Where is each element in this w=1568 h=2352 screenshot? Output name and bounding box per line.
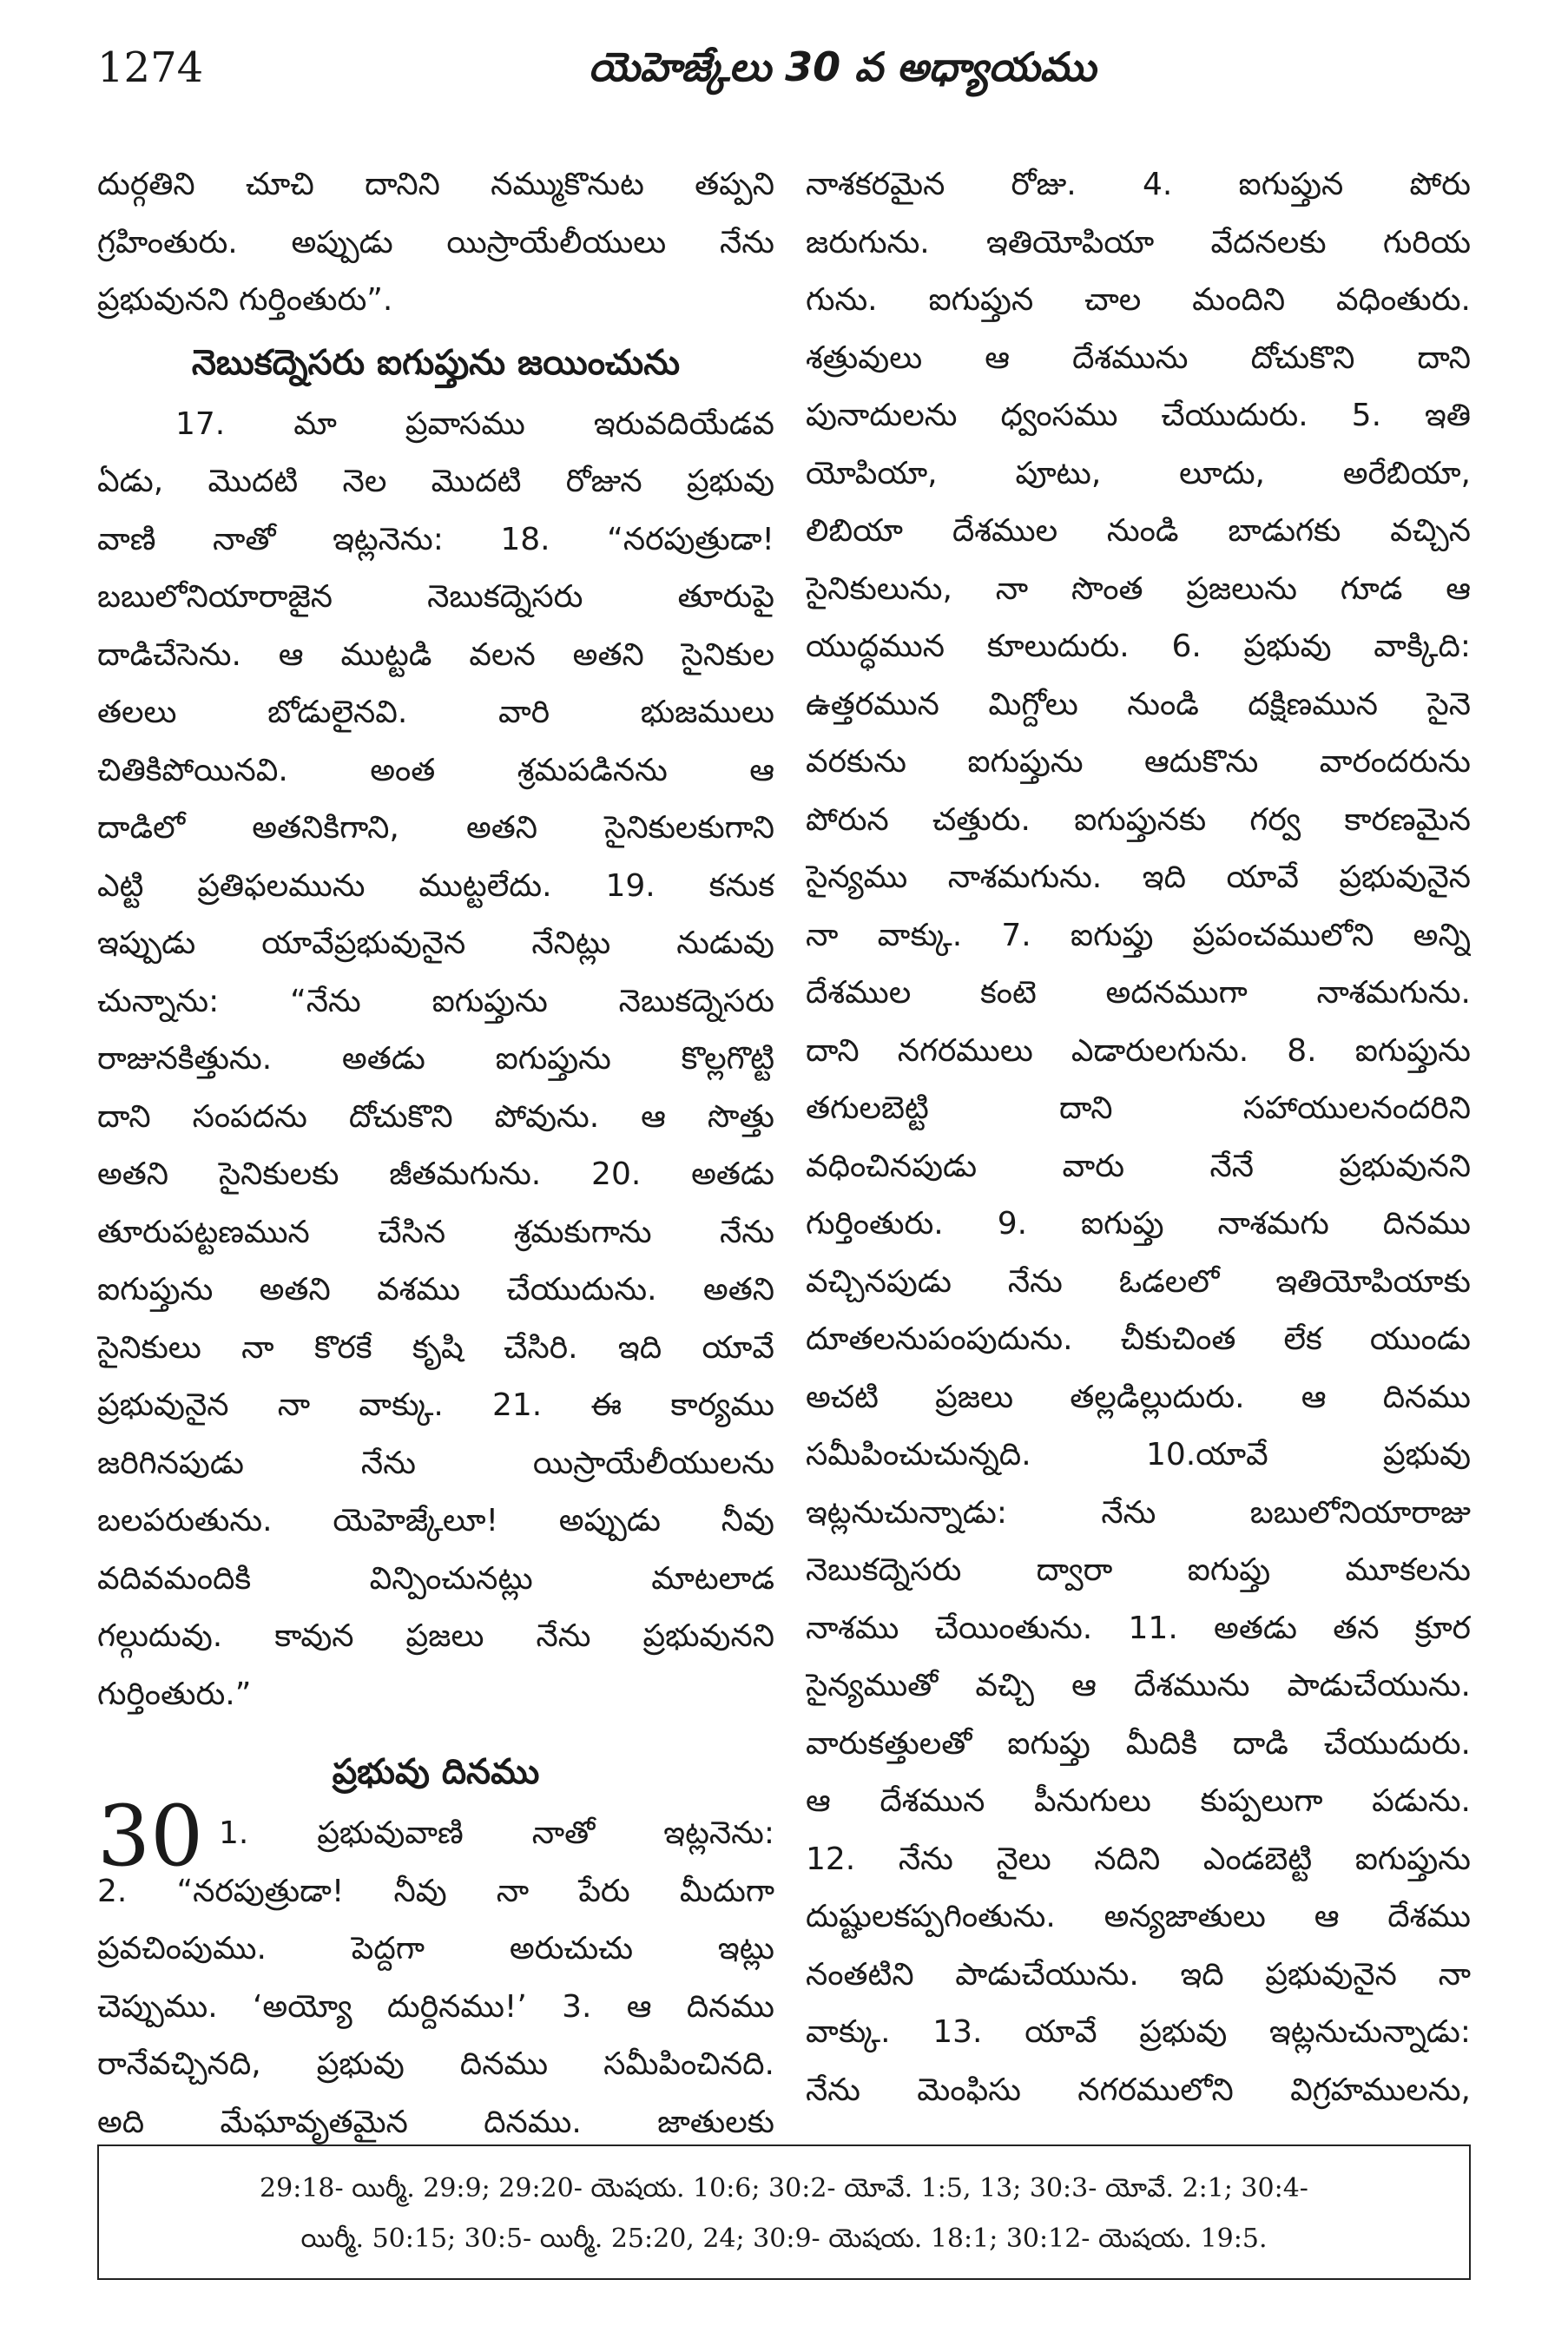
text-line: బలపరుతును. యెహెజ్కేలూ! అప్పుడు నీవు	[97, 1503, 774, 1538]
text-line: 12. నేను నైలు నదిని ఎండబెట్టి ఐగుప్తును	[806, 1841, 1471, 1877]
text-line: నా వాక్కు. 7. ఐగుప్తు ప్రపంచములోని అన్ని	[806, 917, 1471, 953]
text-line: యుద్ధమున కూలుదురు. 6. ప్రభువు వాక్కిది:	[806, 629, 1471, 664]
text-line: బబులోనియారాజైన నెబుకద్నెసరు తూరుపై	[97, 579, 774, 615]
text-line: అది మేఘావృతమైన దినము. జాతులకు	[97, 2104, 774, 2140]
text-line: దాడిలో అతనికిగాని, అతని సైనికులకుగాని	[97, 810, 774, 846]
text-line: గుర్తింతురు.”	[97, 1676, 252, 1712]
text-line: సమీపించుచున్నది. 10.యావే ప్రభువు	[806, 1437, 1471, 1472]
text-line: ఇట్లనుచున్నాడు: నేను బబులోనియారాజు	[806, 1494, 1471, 1531]
text-line: వారుకత్తులతో ఐగుప్తు మీదికి దాడి చేయుదురు.	[806, 1725, 1471, 1762]
text-line: గుర్తింతురు. 9. ఐగుప్తు నాశమగు దినము	[806, 1206, 1471, 1242]
text-line: ప్రభువునని గుర్తింతురు”.	[97, 282, 393, 318]
text-line: ఉత్తరమున మిగ్దోలు నుండి దక్షిణమున సైనె	[806, 686, 1471, 722]
text-line: సైన్యము నాశమగును. ఇది యావే ప్రభువునైన	[806, 860, 1471, 895]
right-column	[806, 156, 1471, 2119]
left-column	[97, 156, 774, 2151]
text-line: దూతలనుపంపుదును. చీకుచింత లేక యుండు	[806, 1321, 1471, 1357]
section-heading-nebuchadnezzar: నెబుకద్నెసరు ఐగుప్తును జయించును	[191, 342, 681, 383]
running-title: యెహెజ్కేలు 30 వ అధ్యాయము	[588, 43, 1097, 90]
text-line: 2. “నరపుత్రుడా! నీవు నా పేరు మీదుగా	[97, 1873, 774, 1909]
chapter-30-block	[97, 1788, 774, 2151]
text-line: శత్రువులు ఆ దేశమును దోచుకొని దాని	[806, 339, 1471, 376]
text-line: వదివమందికి విన్పించునట్లు మాటలాడ	[97, 1560, 774, 1597]
cross-reference-box	[97, 2144, 1471, 2280]
text-line: పునాదులను ధ్వంసము చేయుదురు. 5. ఇతి	[806, 398, 1471, 433]
text-line: లిబియా దేశముల నుండి బాడుగకు వచ్చిన	[806, 513, 1471, 549]
text-line: ప్రవచింపుము. పెద్దగా అరుచుచు ఇట్లు	[97, 1931, 774, 1967]
text-line: దాని సంపదను దోచుకొని పోవును. ఆ సొత్తు	[97, 1098, 774, 1135]
cross-reference-line: 29:18- యిర్మీ. 29:9; 29:20- యెషయ. 10:6; 30:2- యోవే. 1:5, 13; 30:3- యోవే. 2:1; 30:4-	[260, 2173, 1308, 2204]
text-line: తగులబెట్టి దాని సహాయులనందరిని	[806, 1090, 1471, 1126]
text-line: ప్రభువునైన నా వాక్కు. 21. ఈ కార్యము	[97, 1387, 774, 1423]
text-line: చెప్పుము. ‘అయ్యో దుర్దినము!’ 3. ఆ దినము	[97, 1988, 774, 2025]
text-line: జరుగును. ఇతియోపియా వేదనలకు గురియ	[806, 224, 1471, 260]
page-number: 1274	[97, 43, 204, 92]
text-line: వాణి నాతో ఇట్లనెను: 18. “నరపుత్రుడా!	[97, 521, 774, 557]
text-line: దేశముల కంటె అదనముగా నాశమగును.	[806, 975, 1471, 1011]
text-line: పోరున చత్తురు. ఐగుప్తునకు గర్వ కారణమైన	[806, 801, 1471, 838]
text-line: ఇప్పుడు యావేప్రభువునైన నేనిట్లు నుడువు	[97, 926, 774, 961]
text-line: ఆ దేశమున పీనుగులు కుప్పలుగా పడును.	[806, 1783, 1471, 1819]
text-line: వచ్చినపుడు నేను ఓడలలో ఇతియోపియాకు	[806, 1263, 1471, 1300]
text-line: గును. ఐగుప్తున చాల మందిని వధింతురు.	[806, 282, 1471, 318]
text-line: సైనికులు నా కొరకే కృషి చేసిరి. ఇది యావే	[97, 1329, 774, 1366]
text-line: దుష్టులకప్పగింతును. అన్యజాతులు ఆ దేశము	[806, 1899, 1471, 1934]
text-line: ఐగుప్తును అతని వశము చేయుదును. అతని	[97, 1272, 774, 1308]
text-line: నాశము చేయింతును. 11. అతడు తన క్రూర	[806, 1610, 1471, 1646]
chapter-number: 30	[97, 1788, 204, 1885]
text-line: ఎట్టి ప్రతిఫలమును ముట్టలేదు. 19. కనుక	[97, 867, 774, 904]
text-line: గల్గుదువు. కావున ప్రజలు నేను ప్రభువునని	[97, 1618, 774, 1654]
text-line: దాని నగరములు ఎడారులగును. 8. ఐగుప్తును	[806, 1032, 1471, 1069]
text-line: సైన్యముతో వచ్చి ఆ దేశమును పాడుచేయును.	[806, 1668, 1471, 1703]
text-line: రానేవచ్చినది, ప్రభువు దినము సమీపించినది.	[97, 2046, 774, 2082]
text-line: వాక్కు. 13. యావే ప్రభువు ఇట్లనుచున్నాడు:	[806, 2014, 1471, 2050]
text-line: అచటి ప్రజలు తల్లడిల్లుదురు. ఆ దినము	[806, 1379, 1471, 1415]
text-line: నాశకరమైన రోజు. 4. ఐగుప్తున పోరు	[806, 167, 1471, 202]
text-line: 1. ప్రభువువాణి నాతో ఇట్లనెను:	[219, 1815, 774, 1851]
text-line: సైనికులును, నా సొంత ప్రజలును గూడ ఆ	[806, 570, 1471, 607]
cross-reference-line: యిర్మీ. 50:15; 30:5- యిర్మీ. 25:20, 24; 30:9- యెషయ. 18:1; 30:12- యెషయ. 19:5.	[300, 2224, 1268, 2254]
right-paragraph	[806, 156, 1471, 2119]
text-line: తలలు బోడులైనవి. వారి భుజములు	[97, 695, 774, 730]
text-line: వరకును ఐగుప్తును ఆదుకొను వారందరును	[806, 744, 1471, 780]
text-line: ఏడు, మొదటి నెల మొదటి రోజున ప్రభువు	[97, 464, 774, 499]
text-line: నేను మెంఫిసు నగరములోని విగ్రహములను,	[806, 2072, 1471, 2108]
section-heading-day-of-lord: ప్రభువు దినము	[332, 1752, 540, 1792]
text-line: వధించినపుడు వారు నేనే ప్రభువునని	[806, 1148, 1471, 1184]
left-mid-paragraph	[97, 396, 774, 1724]
text-line: చితికిపోయినవి. అంత శ్రమపడినను ఆ	[97, 752, 774, 788]
text-line: గ్రహింతురు. అప్పుడు యిస్రాయేలీయులు నేను	[97, 224, 774, 260]
text-line: అతని సైనికులకు జీతమగును. 20. అతడు	[97, 1156, 774, 1192]
text-line: దుర్గతిని చూచి దానిని నమ్ముకొనుట తప్పని	[97, 167, 774, 202]
text-line: తూరుపట్టణమున చేసిన శ్రమకుగాను నేను	[97, 1214, 774, 1250]
text-line: జరిగినపుడు నేను యిస్రాయేలీయులను	[97, 1445, 774, 1481]
text-line: చున్నాను: “నేను ఐగుప్తును నెబుకద్నెసరు	[97, 983, 774, 1019]
text-line: దాడిచేసెను. ఆ ముట్టడి వలన అతని సైనికుల	[97, 636, 774, 673]
text-line: రాజునకిత్తును. అతడు ఐగుప్తును కొల్లగొట్టి	[97, 1041, 774, 1077]
text-line: నెబుకద్నెసరు ద్వారా ఐగుప్తు మూకలను	[806, 1552, 1471, 1588]
text-line: యోపియా, పూటు, లూదు, అరేబియా,	[806, 455, 1471, 491]
left-top-paragraph	[97, 156, 774, 330]
text-line: 17. మా ప్రవాసము ఇరువదియేడవ	[175, 405, 774, 442]
text-line: నంతటిని పాడుచేయును. ఇది ప్రభువునైన నా	[806, 1956, 1471, 1993]
